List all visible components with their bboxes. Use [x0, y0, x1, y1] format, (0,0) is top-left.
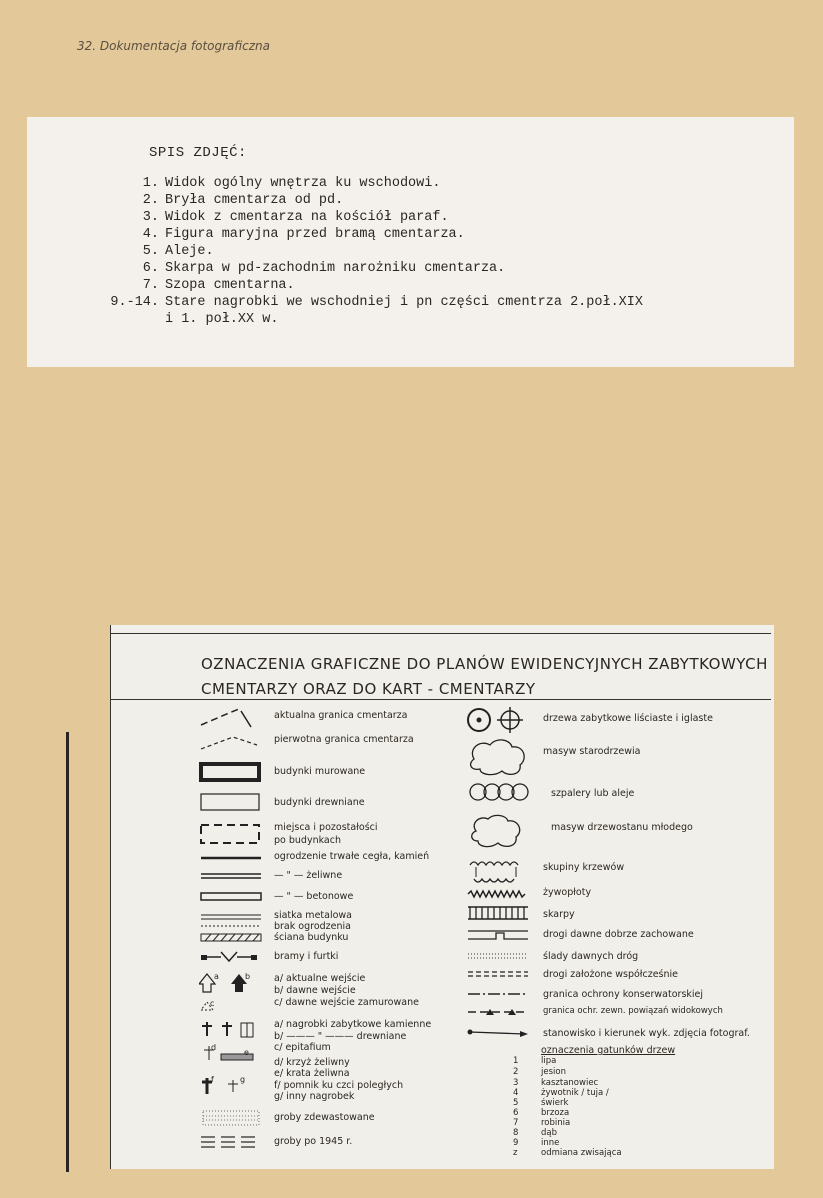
legend-right-label: masyw drzewostanu młodego [551, 822, 693, 833]
legend-left-label: b/ dawne wejście [274, 985, 356, 996]
page-header: 32. Dokumentacja fotograficzna [77, 39, 270, 53]
species-num: 8 [513, 1128, 519, 1138]
list-item: 9.-14. Stare nagrobki we wschodniej i pn części cmentrza 2.poł.XIX [110, 295, 643, 310]
list-item: 7. Szopa cmentarna. [142, 278, 295, 293]
masonry-building-icon [199, 761, 263, 783]
heritage-trees-icon [466, 705, 532, 735]
photo-list-card [27, 117, 794, 367]
legend-left-label: a/ aktualne wejście [274, 973, 366, 984]
legend-header [111, 633, 771, 700]
species-name: robinia [541, 1118, 571, 1128]
species-num: 1 [513, 1056, 519, 1066]
vandalised-graves-icon [199, 1108, 263, 1128]
post-1945-graves-icon [199, 1133, 263, 1153]
legend-left-label: f/ pomnik ku czci poległych [274, 1080, 404, 1091]
species-num: 5 [513, 1098, 519, 1108]
permanent-fence-icon [199, 853, 263, 863]
hedge-icon [466, 889, 532, 899]
legend-left-label: c/ epitafium [274, 1042, 331, 1053]
legend-left-label: po budynkach [274, 835, 341, 846]
species-name: brzoza [541, 1108, 570, 1118]
species-name: kasztanowiec [541, 1078, 599, 1088]
cast-iron-fence-icon [199, 870, 263, 882]
camera-position-icon [466, 1025, 532, 1039]
species-title: oznaczenia gatunków drzew [541, 1045, 676, 1056]
margin-line [66, 732, 69, 1172]
escarpment-icon [466, 905, 532, 921]
legend-left-label: a/ nagrobki zabytkowe kamienne [274, 1019, 432, 1030]
species-name: żywotnik / tuja / [541, 1088, 609, 1098]
list-item-continuation: i 1. poł.XX w. [165, 312, 279, 327]
building-remains-icon [199, 821, 263, 847]
letter-a: a [214, 972, 219, 981]
legend-right-label: skarpy [543, 909, 575, 920]
list-item: 5. Aleje. [142, 244, 214, 259]
species-num: 6 [513, 1108, 519, 1118]
legend-right-label: ślady dawnych dróg [543, 951, 639, 962]
letter-d: d [211, 1043, 217, 1052]
species-num: 2 [513, 1067, 519, 1077]
list-item: 2. Bryła cmentarza od pd. [142, 193, 344, 208]
species-num: 9 [513, 1138, 519, 1148]
legend-left-label: ogrodzenie trwałe cegła, kamień [274, 851, 430, 862]
species-num: 7 [513, 1118, 519, 1128]
letter-g: g [240, 1075, 246, 1084]
current-boundary-icon [199, 705, 259, 731]
legend-right-label: żywopłoty [543, 887, 592, 898]
road-traces-icon [466, 951, 532, 961]
wall-fence-icons [199, 911, 263, 947]
species-num: 3 [513, 1078, 519, 1088]
shrubs-icon [466, 857, 532, 885]
legend-left-label: bramy i furtki [274, 951, 339, 962]
legend-right-label: skupiny krzewów [543, 862, 625, 873]
photo-list-title: SPIS ZDJĘĆ: [149, 145, 247, 161]
legend-right-label: szpalery lub aleje [551, 788, 635, 799]
species-num: z [513, 1148, 518, 1158]
gate-icon [199, 949, 263, 965]
tree-rows-icon [466, 781, 532, 803]
species-name: odmiana zwisająca [541, 1148, 622, 1158]
grave-icon [199, 1020, 263, 1110]
legend-left-label: brak ogrodzenia [274, 921, 351, 932]
legend-left-label: aktualna granica cmentarza [274, 710, 408, 721]
legend-left-label: g/ inny nagrobek [274, 1091, 355, 1102]
species-name: lipa [541, 1056, 557, 1066]
view-boundary-icon [466, 1007, 532, 1017]
legend-left-label: — " — żeliwne [274, 870, 343, 881]
concrete-fence-icon [199, 891, 263, 903]
species-num: 4 [513, 1088, 519, 1098]
legend-left-label: budynki drewniane [274, 797, 365, 808]
legend-left-label: groby po 1945 r. [274, 1136, 353, 1147]
legend-left-label: — " — betonowe [274, 891, 354, 902]
legend-left-label: siatka metalowa [274, 910, 352, 921]
legend-sheet [110, 625, 774, 1169]
list-item: 3. Widok z cmentarza na kościół paraf. [142, 210, 449, 225]
list-item: 1. Widok ogólny wnętrza ku wschodowi. [142, 176, 441, 191]
legend-left-label: budynki murowane [274, 766, 366, 777]
legend-title-line2: CMENTARZY ORAZ DO KART - CMENTARZY [201, 680, 536, 698]
old-tree-stand-icon [466, 737, 532, 777]
legend-left-label: e/ krata żeliwna [274, 1068, 350, 1079]
original-boundary-icon [199, 729, 259, 753]
legend-left-label: miejsca i pozostałości [274, 822, 378, 833]
legend-right-label: stanowisko i kierunek wyk. zdjęcia fotograf. [543, 1028, 750, 1039]
species-name: dąb [541, 1128, 557, 1138]
letter-e: e [244, 1048, 249, 1057]
modern-road-icon [466, 969, 532, 979]
young-trees-icon [466, 811, 532, 851]
legend-right-label: drzewa zabytkowe liściaste i iglaste [543, 713, 713, 724]
legend-left-label: ściana budynku [274, 932, 349, 943]
species-name: inne [541, 1138, 560, 1148]
list-item: 4. Figura maryjna przed bramą cmentarza. [142, 227, 465, 242]
letter-b: b [245, 972, 251, 981]
legend-title-line1: OZNACZENIA GRAFICZNE DO PLANÓW EWIDENCYJNYCH ZABYTKOWYCH [201, 655, 768, 673]
legend-right-label: granica ochr. zewn. powiązań widokowych [543, 1006, 723, 1016]
legend-left-label: d/ krzyż żeliwny [274, 1057, 350, 1068]
letter-c: c [210, 999, 215, 1008]
legend-left-label: groby zdewastowane [274, 1112, 375, 1123]
list-item: 6. Skarpa w pd-zachodnim narożniku cmentarza. [142, 261, 506, 276]
old-road-icon [466, 927, 532, 943]
legend-right-label: masyw starodrzewia [543, 746, 641, 757]
legend-right-label: drogi dawne dobrze zachowane [543, 929, 694, 940]
legend-left-label: c/ dawne wejście zamurowane [274, 997, 419, 1008]
legend-left-label: b/ ——— " ——— drewniane [274, 1031, 407, 1042]
protection-boundary-icon [466, 990, 532, 998]
species-name: świerk [541, 1098, 569, 1108]
species-name: jesion [541, 1067, 566, 1077]
legend-right-label: granica ochrony konserwatorskiej [543, 989, 704, 1000]
wooden-building-icon [199, 791, 263, 813]
legend-right-label: drogi założone współcześnie [543, 969, 679, 980]
photo-list [82, 175, 643, 328]
legend-left-label: pierwotna granica cmentarza [274, 734, 414, 745]
letter-f: f [211, 1075, 214, 1084]
